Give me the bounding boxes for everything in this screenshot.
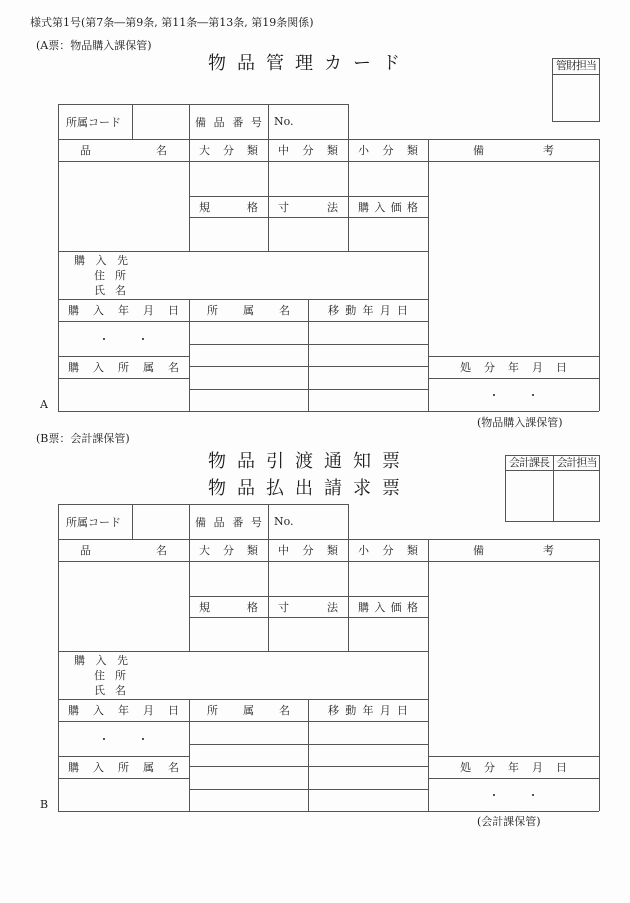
- dept-name-row-3[interactable]: [190, 367, 307, 388]
- label-dept-code: 所属コード: [66, 515, 121, 529]
- transfer-date-row-4[interactable]: [309, 790, 427, 810]
- mid-class-field[interactable]: [269, 562, 347, 595]
- label-disposal-date: 処 分 年 月 日: [460, 361, 567, 374]
- dept-code-field[interactable]: [133, 105, 188, 138]
- side-marker-a: A: [40, 398, 48, 411]
- label-major-class: 大 分 類: [199, 544, 258, 557]
- asset-no-field[interactable]: No.: [274, 115, 294, 128]
- label-purchase-price: 購 入 価 格: [358, 600, 418, 614]
- supplier-field[interactable]: [139, 252, 427, 298]
- dept-code-field[interactable]: [133, 505, 188, 538]
- label-transfer-date: 移 動 年 月 日: [328, 304, 408, 317]
- major-class-field[interactable]: [190, 162, 267, 195]
- stamp-label-chief: 会計課長: [509, 456, 549, 469]
- label-dimensions: 寸 法: [278, 200, 338, 214]
- asset-no-field[interactable]: No.: [274, 515, 294, 528]
- label-minor-class: 小 分 類: [358, 144, 418, 157]
- label-name: 氏 名: [94, 683, 126, 697]
- stamp-box-accounting-clerk[interactable]: [554, 471, 600, 521]
- label-address: 住 所: [94, 668, 126, 682]
- purchase-date-field[interactable]: ・ ・: [98, 332, 149, 346]
- sheet-a-footer: (物品購入課保管): [477, 416, 563, 429]
- label-spec: 規 格: [199, 200, 258, 214]
- label-disposal-date: 処 分 年 月 日: [460, 761, 567, 774]
- dimensions-field[interactable]: [269, 218, 347, 250]
- dimensions-field[interactable]: [269, 618, 347, 650]
- spec-field[interactable]: [190, 218, 267, 250]
- sheet-a-label: (A票：物品購入課保管): [36, 39, 152, 52]
- label-address: 住 所: [94, 268, 126, 282]
- label-remarks: 備 考: [473, 144, 554, 157]
- disposal-date-field[interactable]: ・ ・: [488, 388, 539, 402]
- dept-name-row-1[interactable]: [190, 322, 307, 343]
- dept-name-row-4[interactable]: [190, 790, 307, 810]
- spec-field[interactable]: [190, 618, 267, 650]
- label-name: 氏 名: [94, 283, 126, 297]
- label-purchase-price: 購 入 価 格: [358, 200, 418, 214]
- dept-name-row-1[interactable]: [190, 722, 307, 743]
- label-major-class: 大 分 類: [199, 144, 258, 157]
- major-class-field[interactable]: [190, 562, 267, 595]
- transfer-date-row-3[interactable]: [309, 767, 427, 788]
- purchase-price-field[interactable]: [349, 618, 427, 650]
- transfer-date-row-1[interactable]: [309, 322, 427, 343]
- label-purchase-dept: 購 入 所 属 名: [68, 761, 179, 774]
- label-dept-name: 所 属 名: [207, 704, 290, 717]
- sheet-b-label: (B票：会計課保管): [36, 432, 130, 445]
- label-supplier: 購 入 先: [74, 653, 128, 667]
- remarks-field[interactable]: [429, 562, 598, 755]
- label-dept-code: 所属コード: [66, 115, 121, 129]
- purchase-date-field[interactable]: ・ ・: [98, 732, 149, 746]
- sheet-a-title: 物品管理カード: [208, 53, 411, 74]
- label-item-name: 品 名: [80, 544, 167, 557]
- item-name-field[interactable]: [59, 562, 188, 650]
- sheet-b-title-line1: 物品引渡通知票: [208, 451, 411, 472]
- supplier-field[interactable]: [139, 652, 427, 698]
- stamp-box-accounting-chief[interactable]: [506, 471, 553, 521]
- label-minor-class: 小 分 類: [358, 544, 418, 557]
- transfer-date-row-1[interactable]: [309, 722, 427, 743]
- label-mid-class: 中 分 類: [278, 144, 338, 157]
- sheet-b-title-line2: 物品払出請求票: [208, 478, 411, 499]
- dept-name-row-3[interactable]: [190, 767, 307, 788]
- label-purchase-dept: 購 入 所 属 名: [68, 361, 179, 374]
- label-item-name: 品 名: [80, 144, 167, 157]
- label-purchase-date: 購 入 年 月 日: [68, 304, 179, 317]
- dept-name-row-4[interactable]: [190, 390, 307, 410]
- stamp-label: 管財担当: [556, 59, 596, 72]
- form-reference: 様式第1号(第7条―第9条, 第11条―第13条, 第19条関係): [30, 16, 314, 29]
- label-remarks: 備 考: [473, 544, 554, 557]
- label-transfer-date: 移 動 年 月 日: [328, 704, 408, 717]
- mid-class-field[interactable]: [269, 162, 347, 195]
- label-mid-class: 中 分 類: [278, 544, 338, 557]
- item-name-field[interactable]: [59, 162, 188, 250]
- dept-name-row-2[interactable]: [190, 745, 307, 765]
- stamp-label-clerk: 会計担当: [556, 456, 597, 469]
- minor-class-field[interactable]: [349, 162, 427, 195]
- purchase-dept-field[interactable]: [59, 779, 188, 810]
- disposal-date-field[interactable]: ・ ・: [488, 788, 539, 802]
- transfer-date-row-2[interactable]: [309, 345, 427, 365]
- transfer-date-row-4[interactable]: [309, 390, 427, 410]
- purchase-price-field[interactable]: [349, 218, 427, 250]
- label-spec: 規 格: [199, 600, 258, 614]
- label-dept-name: 所 属 名: [207, 304, 290, 317]
- dept-name-row-2[interactable]: [190, 345, 307, 365]
- label-dimensions: 寸 法: [278, 600, 338, 614]
- minor-class-field[interactable]: [349, 562, 427, 595]
- remarks-field[interactable]: [429, 162, 598, 355]
- label-asset-no-label: 備 品 番 号: [195, 515, 262, 529]
- label-supplier: 購 入 先: [74, 253, 128, 267]
- label-purchase-date: 購 入 年 月 日: [68, 704, 179, 717]
- transfer-date-row-3[interactable]: [309, 367, 427, 388]
- side-marker-b: B: [40, 798, 49, 811]
- sheet-b-footer: (会計課保管): [477, 815, 541, 828]
- transfer-date-row-2[interactable]: [309, 745, 427, 765]
- purchase-dept-field[interactable]: [59, 379, 188, 410]
- label-asset-no-label: 備 品 番 号: [195, 115, 262, 129]
